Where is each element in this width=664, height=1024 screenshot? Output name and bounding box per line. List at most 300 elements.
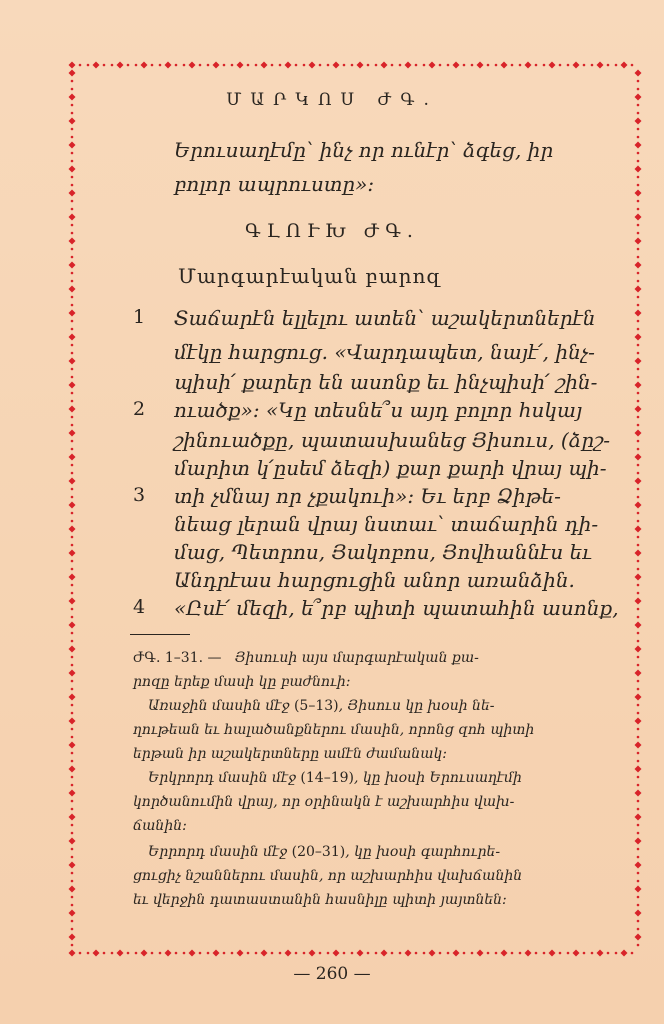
- border-diamond: [635, 886, 642, 893]
- border-dot: [71, 616, 74, 619]
- border-diamond: [213, 950, 220, 957]
- border-dot: [423, 952, 426, 955]
- border-dot: [439, 952, 442, 955]
- border-dot: [637, 688, 640, 691]
- border-dot: [71, 880, 74, 883]
- border-dot: [247, 64, 250, 67]
- border-dot: [487, 952, 490, 955]
- border-diamond: [573, 950, 580, 957]
- running-head: ՄԱՐԿՈՍ ԺԳ.: [226, 90, 438, 110]
- border-diamond: [635, 766, 642, 773]
- border-dot: [71, 488, 74, 491]
- border-dot: [637, 520, 640, 523]
- border-dot: [271, 952, 274, 955]
- border-diamond: [635, 286, 642, 293]
- border-diamond: [635, 430, 642, 437]
- border-dot: [71, 352, 74, 355]
- border-dot: [391, 952, 394, 955]
- border-dot: [637, 208, 640, 211]
- border-dot: [543, 64, 546, 67]
- border-diamond: [597, 62, 604, 69]
- border-dot: [463, 952, 466, 955]
- footnote-text: , կը խօսի Երուսաղէմի: [353, 770, 522, 786]
- border-dot: [71, 760, 74, 763]
- border-dot: [71, 896, 74, 899]
- border-diamond: [213, 62, 220, 69]
- border-dot: [71, 800, 74, 803]
- border-dot: [351, 64, 354, 67]
- border-dot: [495, 952, 498, 955]
- border-dot: [303, 64, 306, 67]
- border-dot: [637, 352, 640, 355]
- section-title: Մարգարէական բարոզ: [178, 264, 442, 288]
- border-dot: [637, 568, 640, 571]
- border-dot: [637, 896, 640, 899]
- border-diamond: [635, 574, 642, 581]
- border-diamond: [285, 62, 292, 69]
- border-diamond: [189, 950, 196, 957]
- border-dot: [519, 64, 522, 67]
- border-dot: [415, 64, 418, 67]
- border-diamond: [635, 622, 642, 629]
- footnote-range: (20–31): [291, 844, 346, 860]
- border-dot: [559, 64, 562, 67]
- border-diamond: [635, 550, 642, 557]
- border-dot: [637, 592, 640, 595]
- border-dot: [79, 64, 82, 67]
- border-dot: [607, 952, 610, 955]
- border-dot: [637, 904, 640, 907]
- border-diamond: [477, 62, 484, 69]
- border-diamond: [635, 118, 642, 125]
- border-dot: [71, 736, 74, 739]
- border-dot: [71, 208, 74, 211]
- border-diamond: [597, 950, 604, 957]
- border-diamond: [69, 142, 76, 149]
- border-dot: [71, 904, 74, 907]
- border-dot: [637, 760, 640, 763]
- border-diamond: [69, 454, 76, 461]
- border-dot: [637, 296, 640, 299]
- border-dot: [637, 440, 640, 443]
- border-diamond: [635, 646, 642, 653]
- border-dot: [327, 952, 330, 955]
- border-dot: [637, 128, 640, 131]
- border-diamond: [635, 478, 642, 485]
- border-diamond: [237, 950, 244, 957]
- border-diamond: [635, 790, 642, 797]
- border-dot: [637, 640, 640, 643]
- border-dot: [637, 464, 640, 467]
- border-diamond: [635, 934, 642, 941]
- border-diamond: [635, 310, 642, 317]
- border-diamond: [635, 526, 642, 533]
- border-dot: [637, 320, 640, 323]
- border-dot: [535, 952, 538, 955]
- footnote-text: , կը խօսի գարհուրե-: [345, 844, 501, 860]
- border-diamond: [69, 694, 76, 701]
- border-dot: [71, 344, 74, 347]
- verse-number: 1: [133, 306, 146, 328]
- border-diamond: [69, 358, 76, 365]
- border-diamond: [357, 950, 364, 957]
- border-dot: [519, 952, 522, 955]
- border-diamond: [405, 62, 412, 69]
- footnote-line: կործանումին վրայ, որ օրինակն է աշխարհիս վախ-: [133, 794, 515, 810]
- border-dot: [71, 440, 74, 443]
- border-diamond: [635, 502, 642, 509]
- border-diamond: [635, 166, 642, 173]
- border-dot: [231, 64, 234, 67]
- border-dot: [637, 272, 640, 275]
- border-dot: [487, 64, 490, 67]
- border-dot: [637, 752, 640, 755]
- border-dot: [247, 952, 250, 955]
- border-dot: [127, 952, 130, 955]
- border-dot: [439, 64, 442, 67]
- border-dot: [71, 328, 74, 331]
- border-dot: [637, 344, 640, 347]
- border-dot: [71, 296, 74, 299]
- border-diamond: [635, 838, 642, 845]
- border-dot: [79, 952, 82, 955]
- border-dot: [151, 952, 154, 955]
- footnote-line: երթան իր աշակերտները ամէն ժամանակ:: [133, 746, 448, 762]
- border-dot: [71, 808, 74, 811]
- border-dot: [607, 64, 610, 67]
- border-dot: [637, 424, 640, 427]
- border-dot: [71, 592, 74, 595]
- border-dot: [71, 184, 74, 187]
- border-dot: [71, 472, 74, 475]
- border-dot: [223, 952, 226, 955]
- border-dot: [637, 488, 640, 491]
- border-dot: [223, 64, 226, 67]
- opening-line-1: Երուսաղէմը՝ ինչ որ ունէր՝ ձգեց, իր: [174, 138, 554, 162]
- border-diamond: [69, 190, 76, 197]
- footnote-line: ցուցիչ նշաններու մասին, որ աշխարհիս վախճանին: [133, 868, 523, 884]
- border-diamond: [635, 334, 642, 341]
- border-diamond: [635, 382, 642, 389]
- footnote-line: [148, 698, 618, 714]
- border-diamond: [69, 574, 76, 581]
- border-dot: [637, 856, 640, 859]
- border-dot: [71, 80, 74, 83]
- border-diamond: [549, 62, 556, 69]
- verse-number: 2: [133, 398, 146, 420]
- border-diamond: [69, 310, 76, 317]
- border-dot: [295, 64, 298, 67]
- border-dot: [71, 136, 74, 139]
- border-dot: [511, 952, 514, 955]
- border-diamond: [405, 950, 412, 957]
- border-dot: [637, 712, 640, 715]
- border-dot: [71, 376, 74, 379]
- border-diamond: [635, 190, 642, 197]
- border-diamond: [69, 70, 76, 77]
- border-diamond: [621, 950, 628, 957]
- footnote-line: [148, 844, 618, 860]
- border-diamond: [141, 62, 148, 69]
- border-dot: [279, 64, 282, 67]
- border-diamond: [69, 526, 76, 533]
- border-dot: [71, 496, 74, 499]
- border-dot: [543, 952, 546, 955]
- border-dot: [71, 584, 74, 587]
- border-dot: [71, 712, 74, 715]
- border-dot: [567, 952, 570, 955]
- border-diamond: [69, 742, 76, 749]
- border-dot: [637, 920, 640, 923]
- border-diamond: [635, 406, 642, 413]
- border-dot: [637, 728, 640, 731]
- border-dot: [637, 944, 640, 947]
- border-diamond: [69, 382, 76, 389]
- verse-line: Անդրէաս հարցուցին անոր առանձին.: [174, 568, 575, 592]
- border-dot: [637, 736, 640, 739]
- border-dot: [71, 784, 74, 787]
- border-diamond: [93, 62, 100, 69]
- footnote-line: րոզը երեք մասի կը բաժնուի:: [133, 674, 351, 690]
- border-diamond: [477, 950, 484, 957]
- border-dot: [637, 496, 640, 499]
- border-dot: [637, 800, 640, 803]
- border-diamond: [501, 62, 508, 69]
- border-dot: [471, 952, 474, 955]
- border-dot: [71, 832, 74, 835]
- border-dot: [71, 520, 74, 523]
- border-diamond: [635, 262, 642, 269]
- border-dot: [199, 952, 202, 955]
- border-diamond: [635, 70, 642, 77]
- border-dot: [463, 64, 466, 67]
- border-dot: [71, 368, 74, 371]
- border-dot: [71, 848, 74, 851]
- footnote-ref: ԺԳ. 1–31. —: [133, 650, 222, 666]
- border-dot: [637, 376, 640, 379]
- border-dot: [637, 848, 640, 851]
- border-diamond: [69, 478, 76, 485]
- verse-line: մէկը հարցուց. «Վարդապետ, նայէ՛, ինչ-: [174, 340, 595, 364]
- border-dot: [637, 448, 640, 451]
- border-diamond: [261, 950, 268, 957]
- border-dot: [87, 64, 90, 67]
- border-dot: [637, 248, 640, 251]
- verse-line: «Ըսէ՛ մեզի, ե՞րբ պիտի պատահին ասոնք,: [174, 596, 619, 620]
- border-dot: [637, 680, 640, 683]
- border-diamond: [309, 62, 316, 69]
- border-diamond: [69, 718, 76, 725]
- verse-line: Տաճարէն ելլելու ատեն՝ աշակերտներէն: [174, 306, 596, 330]
- border-dot: [71, 248, 74, 251]
- footnote-text: Երկրորդ մասին մէջ: [148, 770, 296, 786]
- border-diamond: [69, 430, 76, 437]
- page-number: — 260 —: [293, 964, 371, 984]
- border-diamond: [573, 62, 580, 69]
- border-dot: [71, 416, 74, 419]
- border-diamond: [117, 950, 124, 957]
- border-dot: [637, 256, 640, 259]
- border-dot: [351, 952, 354, 955]
- footnote-text: Յիսուսի այս մարգարէական քա-: [234, 650, 479, 666]
- border-dot: [637, 176, 640, 179]
- footnote-line: եւ վերջին դատաստանին հասնիլը պիտի յայտնեն:: [133, 892, 507, 908]
- border-dot: [71, 944, 74, 947]
- border-dot: [71, 176, 74, 179]
- border-dot: [71, 256, 74, 259]
- border-dot: [637, 776, 640, 779]
- border-diamond: [429, 62, 436, 69]
- border-dot: [535, 64, 538, 67]
- border-dot: [583, 952, 586, 955]
- border-diamond: [165, 62, 172, 69]
- border-dot: [637, 392, 640, 395]
- border-diamond: [69, 406, 76, 413]
- opening-line-2: բոլոր ապրուստը»:: [174, 172, 375, 196]
- border-dot: [637, 400, 640, 403]
- verse-line: մարիտ կ՛ըսեմ ձեզի) քար քարի վրայ պի-: [174, 456, 607, 480]
- border-dot: [391, 64, 394, 67]
- border-dot: [637, 872, 640, 875]
- footnote-text: Առաջին մասին մէջ: [148, 698, 290, 714]
- border-dot: [637, 328, 640, 331]
- border-dot: [111, 64, 114, 67]
- border-dot: [151, 64, 154, 67]
- border-diamond: [635, 598, 642, 605]
- border-dot: [327, 64, 330, 67]
- border-dot: [637, 584, 640, 587]
- footnote-line: [133, 650, 603, 666]
- border-dot: [637, 80, 640, 83]
- border-dot: [207, 64, 210, 67]
- border-diamond: [285, 950, 292, 957]
- border-dot: [71, 560, 74, 563]
- border-dot: [199, 64, 202, 67]
- border-diamond: [453, 62, 460, 69]
- verse-line: շինուածքը, պատասխանեց Յիսուս, (ձըշ-: [174, 428, 611, 452]
- border-diamond: [635, 910, 642, 917]
- verse-number: 4: [133, 596, 146, 618]
- border-dot: [303, 952, 306, 955]
- border-diamond: [69, 838, 76, 845]
- border-dot: [231, 952, 234, 955]
- border-diamond: [635, 670, 642, 677]
- border-dot: [637, 280, 640, 283]
- border-dot: [637, 472, 640, 475]
- border-dot: [71, 200, 74, 203]
- border-dot: [637, 416, 640, 419]
- verse-line: տի չմնայ որ չքակուի»: Եւ երբ Ձիթե-: [174, 484, 561, 508]
- border-diamond: [69, 502, 76, 509]
- border-dot: [637, 560, 640, 563]
- border-dot: [631, 952, 634, 955]
- border-diamond: [69, 334, 76, 341]
- border-dot: [637, 200, 640, 203]
- border-dot: [71, 928, 74, 931]
- border-diamond: [381, 950, 388, 957]
- border-dot: [71, 128, 74, 131]
- border-dot: [637, 184, 640, 187]
- border-dot: [71, 304, 74, 307]
- border-diamond: [69, 670, 76, 677]
- border-dot: [71, 664, 74, 667]
- border-dot: [71, 392, 74, 395]
- border-dot: [71, 320, 74, 323]
- border-dot: [637, 608, 640, 611]
- footnote-line: [148, 770, 618, 786]
- footnote-text: , Յիսուս կը խօսի նե-: [338, 698, 495, 714]
- border-diamond: [141, 950, 148, 957]
- border-dot: [637, 808, 640, 811]
- border-dot: [207, 952, 210, 955]
- border-dot: [637, 544, 640, 547]
- verse-line: մաց, Պետրոս, Յակոբոս, Յովհաննէս եւ: [174, 540, 592, 564]
- footnote-line: ղութեան եւ հալածանքներու մասին, որոնց զոհ պիտի: [133, 722, 535, 738]
- border-diamond: [69, 950, 76, 957]
- border-dot: [175, 64, 178, 67]
- border-dot: [87, 952, 90, 955]
- border-dot: [255, 64, 258, 67]
- border-dot: [637, 136, 640, 139]
- border-diamond: [429, 950, 436, 957]
- border-dot: [367, 64, 370, 67]
- border-dot: [111, 952, 114, 955]
- border-diamond: [69, 286, 76, 293]
- border-dot: [319, 64, 322, 67]
- border-diamond: [69, 598, 76, 605]
- border-dot: [591, 64, 594, 67]
- border-dot: [71, 272, 74, 275]
- border-dot: [71, 152, 74, 155]
- border-dot: [375, 64, 378, 67]
- border-dot: [71, 512, 74, 515]
- border-diamond: [69, 910, 76, 917]
- border-diamond: [549, 950, 556, 957]
- border-diamond: [69, 934, 76, 941]
- footnote-line: ճանին:: [133, 818, 187, 834]
- border-dot: [71, 568, 74, 571]
- border-dot: [343, 952, 346, 955]
- border-diamond: [635, 862, 642, 869]
- border-diamond: [381, 62, 388, 69]
- border-dot: [637, 656, 640, 659]
- border-dot: [71, 544, 74, 547]
- border-dot: [159, 64, 162, 67]
- border-dot: [71, 872, 74, 875]
- border-dot: [637, 152, 640, 155]
- border-diamond: [69, 790, 76, 797]
- border-diamond: [165, 950, 172, 957]
- border-dot: [71, 856, 74, 859]
- border-dot: [447, 64, 450, 67]
- border-dot: [71, 424, 74, 427]
- border-diamond: [69, 766, 76, 773]
- border-diamond: [525, 62, 532, 69]
- border-diamond: [635, 694, 642, 701]
- border-diamond: [501, 950, 508, 957]
- border-dot: [271, 64, 274, 67]
- border-dot: [71, 280, 74, 283]
- border-diamond: [237, 62, 244, 69]
- border-dot: [279, 952, 282, 955]
- border-diamond: [69, 646, 76, 653]
- border-dot: [583, 64, 586, 67]
- border-diamond: [69, 886, 76, 893]
- border-diamond: [69, 550, 76, 557]
- border-dot: [71, 920, 74, 923]
- border-dot: [343, 64, 346, 67]
- border-diamond: [357, 62, 364, 69]
